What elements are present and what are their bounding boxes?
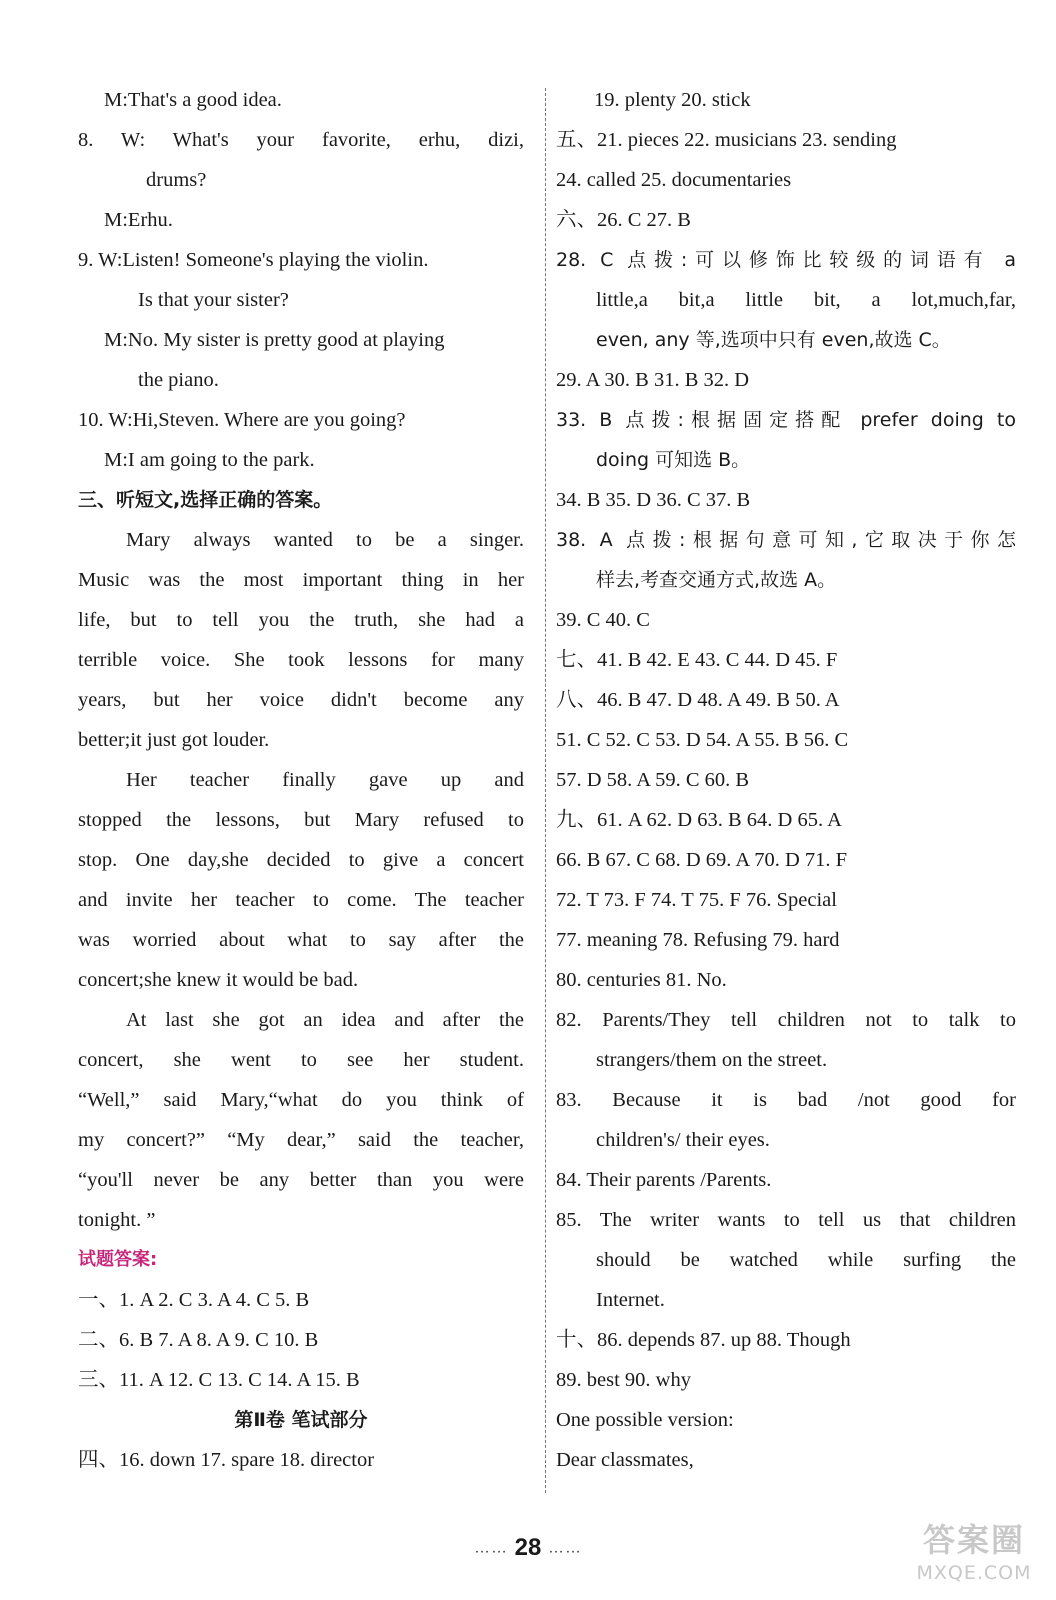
answer-line: should be watched while surfing the xyxy=(596,1249,1016,1271)
answer-line: 72. T 73. F 74. T 75. F 76. Special xyxy=(556,889,837,911)
answer-explanation: 38. A 点拨:根据句意可知,它取决于你怎 xyxy=(556,529,1016,551)
answer-line: 六、26. C 27. B xyxy=(556,209,691,231)
answer-explanation: even, any 等,选项中只有 even,故选 C。 xyxy=(596,329,951,351)
passage-line: Music was the most important thing in her xyxy=(78,569,524,591)
passage-line: was worried about what to say after the xyxy=(78,929,524,951)
answer-line: 57. D 58. A 59. C 60. B xyxy=(556,769,750,791)
dialogue-line: M:Erhu. xyxy=(104,209,173,231)
passage-line: Mary always wanted to be a singer. xyxy=(126,529,524,551)
left-column xyxy=(78,80,524,1480)
answer-explanation: 33. B 点拨:根据固定搭配 prefer doing to xyxy=(556,409,1016,431)
dialogue-line: M:That's a good idea. xyxy=(104,89,282,111)
page-footer xyxy=(0,1534,1056,1562)
answer-line: children's/ their eyes. xyxy=(596,1129,770,1151)
dialogue-line: M:I am going to the park. xyxy=(104,449,315,471)
dialogue-line: the piano. xyxy=(138,369,219,391)
answer-line: 一、1. A 2. C 3. A 4. C 5. B xyxy=(78,1289,310,1311)
passage-line: At last she got an idea and after the xyxy=(126,1009,524,1031)
answer-line: Internet. xyxy=(596,1289,665,1311)
answer-line: 34. B 35. D 36. C 37. B xyxy=(556,489,751,511)
page-number: 28 xyxy=(514,1534,542,1561)
footer-dots-left: …… xyxy=(473,1539,508,1557)
part-heading: 第Ⅱ卷 笔试部分 xyxy=(234,1409,368,1431)
answer-line: 七、41. B 42. E 43. C 44. D 45. F xyxy=(556,649,838,671)
answer-line: 29. A 30. B 31. B 32. D xyxy=(556,369,750,391)
dialogue-line: 9. W:Listen! Someone's playing the violin. xyxy=(78,249,429,271)
footer-dots-right: …… xyxy=(548,1539,583,1557)
dialogue-line: 10. W:Hi,Steven. Where are you going? xyxy=(78,409,406,431)
passage-line: “you'll never be any better than you were xyxy=(78,1169,524,1191)
answer-explanation: 28. C 点拨:可以修饰比较级的词语有 a xyxy=(556,249,1016,271)
answers-heading: 试题答案: xyxy=(78,1249,158,1270)
passage-line: and invite her teacher to come. The teacher xyxy=(78,889,524,911)
passage-line: terrible voice. She took lessons for many xyxy=(78,649,524,671)
answer-line: 84. Their parents /Parents. xyxy=(556,1169,772,1191)
answer-explanation: 样去,考查交通方式,故选 A。 xyxy=(596,569,837,591)
answer-line: 80. centuries 81. No. xyxy=(556,969,727,991)
watermark-text: 答案圈 xyxy=(922,1521,1025,1559)
answer-line: 三、11. A 12. C 13. C 14. A 15. B xyxy=(78,1369,360,1391)
passage-line: stopped the lessons, but Mary refused to xyxy=(78,809,524,831)
passage-line: “Well,” said Mary,“what do you think of xyxy=(78,1089,524,1111)
passage-line: concert;she knew it would be bad. xyxy=(78,969,359,991)
answer-line: 66. B 67. C 68. D 69. A 70. D 71. F xyxy=(556,849,848,871)
writing-sample-line: Dear classmates, xyxy=(556,1449,694,1471)
passage-line: tonight. ” xyxy=(78,1209,156,1231)
answer-line: 四、16. down 17. spare 18. director xyxy=(78,1449,375,1471)
answer-line: 九、61. A 62. D 63. B 64. D 65. A xyxy=(556,809,842,831)
answer-line: 89. best 90. why xyxy=(556,1369,691,1391)
writing-sample-heading: One possible version: xyxy=(556,1409,734,1431)
passage-line: Her teacher finally gave up and xyxy=(126,769,524,791)
answer-line: 85. The writer wants to tell us that children xyxy=(556,1209,1016,1231)
dialogue-line: M:No. My sister is pretty good at playing xyxy=(104,329,445,351)
passage-line: better;it just got louder. xyxy=(78,729,270,751)
answer-line: 八、46. B 47. D 48. A 49. B 50. A xyxy=(556,689,840,711)
answer-line: 19. plenty 20. stick xyxy=(594,89,751,111)
watermark-url: MXQE.COM xyxy=(916,1562,1032,1584)
answer-line: 51. C 52. C 53. D 54. A 55. B 56. C xyxy=(556,729,849,751)
watermark-logo xyxy=(904,1520,1044,1592)
section-heading: 三、听短文,选择正确的答案。 xyxy=(78,489,333,511)
dialogue-line: drums? xyxy=(146,169,207,191)
answer-line: 77. meaning 78. Refusing 79. hard xyxy=(556,929,840,951)
answer-line: strangers/them on the street. xyxy=(596,1049,828,1071)
answer-line: 二、6. B 7. A 8. A 9. C 10. B xyxy=(78,1329,319,1351)
right-column xyxy=(556,80,1016,1480)
passage-line: years, but her voice didn't become any xyxy=(78,689,524,711)
dialogue-line: Is that your sister? xyxy=(138,289,289,311)
answer-line: 五、21. pieces 22. musicians 23. sending xyxy=(556,129,897,151)
answer-line: 83. Because it is bad /not good for xyxy=(556,1089,1016,1111)
dialogue-line: 8. W: What's your favorite, erhu, dizi, xyxy=(78,129,524,151)
answer-explanation: little,a bit,a little bit, a lot,much,far, xyxy=(596,289,1016,311)
answer-line: 39. C 40. C xyxy=(556,609,650,631)
passage-line: concert, she went to see her student. xyxy=(78,1049,524,1071)
passage-line: stop. One day,she decided to give a concert xyxy=(78,849,524,871)
passage-line: life, but to tell you the truth, she had a xyxy=(78,609,524,631)
column-divider xyxy=(545,88,546,1493)
answer-line: 24. called 25. documentaries xyxy=(556,169,792,191)
answer-line: 十、86. depends 87. up 88. Though xyxy=(556,1329,851,1351)
answer-line: 82. Parents/They tell children not to talk to xyxy=(556,1009,1016,1031)
passage-line: my concert?” “My dear,” said the teacher, xyxy=(78,1129,524,1151)
answer-explanation: doing 可知选 B。 xyxy=(596,449,751,471)
